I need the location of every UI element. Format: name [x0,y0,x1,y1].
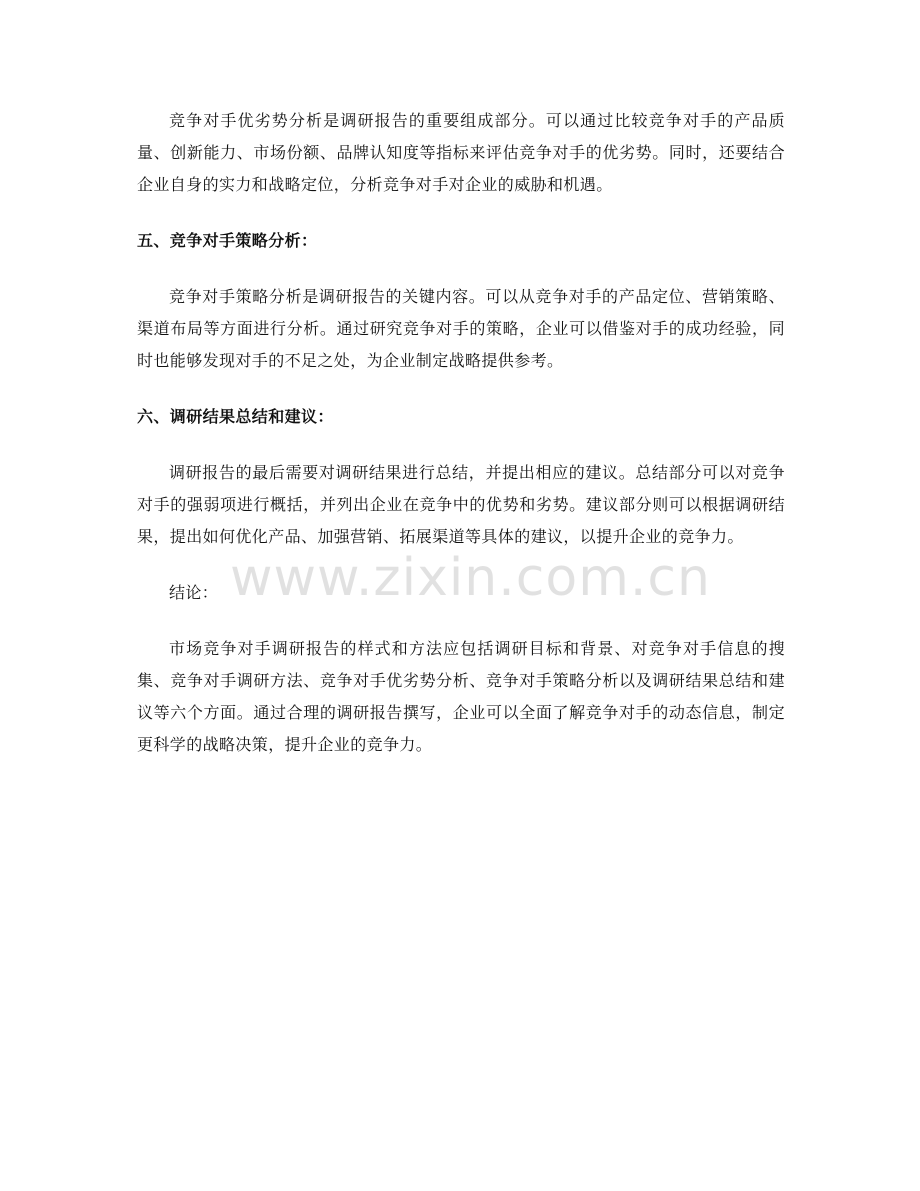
conclusion-label: 结论： [169,583,219,602]
paragraph-conclusion: 市场竞争对手调研报告的样式和方法应包括调研目标和背景、对竞争对手信息的搜集、竞争对手调研方法、竞争对手优劣势分析、竞争对手策略分析以及调研结果总结和建议等六个方面。通过合理的调研报告撰写，企业可以全面了解竞争对手的动态信息，制定更科学的战略决策，提升企业的竞争力。 [137,639,785,754]
heading-competitor-strategy: 五、竞争对手策略分析： [137,231,318,250]
paragraph-strengths-analysis: 竞争对手优劣势分析是调研报告的重要组成部分。可以通过比较竞争对手的产品质量、创新能力、市场份额、品牌认知度等指标来评估竞争对手的优劣势。同时，还要结合企业自身的实力和战略定位，分析竞争对手对企业的威胁和机遇。 [137,111,785,194]
paragraph-strategy-analysis: 竞争对手策略分析是调研报告的关键内容。可以从竞争对手的产品定位、营销策略、渠道布局等方面进行分析。通过研究竞争对手的策略，企业可以借鉴对手的成功经验，同时也能够发现对手的不足之处，为企业制定战略提供参考。 [137,287,785,370]
heading-results-summary: 六、调研结果总结和建议： [137,407,334,426]
watermark: www.zixin.com.cn [230,548,711,608]
document-body [137,105,785,785]
paragraph-results-summary: 调研报告的最后需要对调研结果进行总结，并提出相应的建议。总结部分可以对竞争对手的强弱项进行概括，并列出企业在竞争中的优势和劣势。建议部分则可以根据调研结果，提出如何优化产品、加强营销、拓展渠道等具体的建议，以提升企业的竞争力。 [137,463,785,546]
